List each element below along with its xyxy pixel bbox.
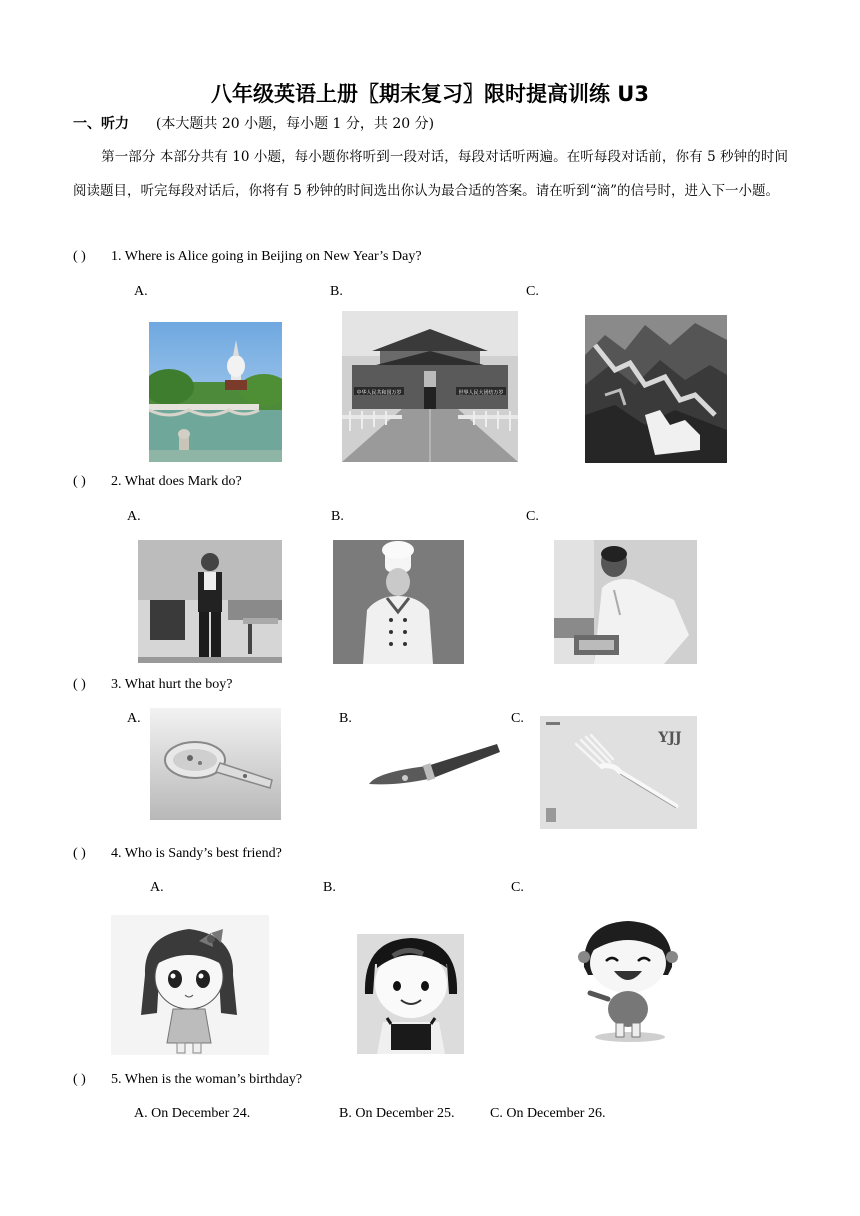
question-text: 2. What does Mark do? [111,474,242,489]
answer-blank[interactable]: ( ) [73,1072,86,1087]
cartoon-girl-bow-image [111,915,269,1055]
question-3 [73,677,232,693]
question-text: 5. When is the woman’s birthday? [111,1072,303,1087]
answer-blank[interactable]: ( ) [73,249,86,264]
tiananmen-image [342,311,518,462]
answer-blank[interactable]: ( ) [73,846,86,861]
answer-blank[interactable]: ( ) [73,677,86,692]
tiananmen-right-banner: 世界人民大团结万岁 [458,390,504,396]
option-a-label: A. [150,880,164,895]
option-c-label: C. [511,880,524,895]
section-label: 一、听力 [73,116,129,132]
question-text: 3. What hurt the boy? [111,677,233,692]
option-a-label: A. [127,509,141,524]
doctor-image [554,540,697,664]
fork-logo: YJJ [658,730,682,746]
question-1 [73,249,422,265]
cartoon-girl-laugh-image [570,917,685,1043]
option-b-label: B. [339,711,352,726]
option-c-label: C. On December 26. [490,1106,606,1121]
page-title: 八年级英语上册〖期末复习〗限时提高训练 U3 [211,82,649,106]
instructions [73,140,788,208]
beihai-park-image [149,322,282,462]
spoon-image [150,708,281,820]
option-b-label: B. [330,284,343,299]
question-text: 4. Who is Sandy’s best friend? [111,846,282,861]
section-heading [73,113,434,133]
answer-blank[interactable]: ( ) [73,474,86,489]
option-c-label: C. [511,711,524,726]
option-a-label: A. [127,711,141,726]
fork-image [540,716,697,829]
instructions-text: 第一部分 本部分共有 10 小题，每小题你将听到一段对话，每段对话听两遍。在听每段对话前，你有 5 秒钟的时间阅读题目，听完每段对话后，你将有 5 秒钟的时间选出你认为最合适的答案。请在听到“滴”的信号时，进入下一小题。 [73,149,788,199]
option-b-label: B. [323,880,336,895]
question-2 [73,474,242,490]
option-b-label: B. [331,509,344,524]
question-5 [73,1072,302,1088]
section-note: (本大题共 20 小题，每小题 1 分，共 20 分) [155,116,435,132]
tiananmen-left-banner: 中华人民共和国万岁 [356,390,402,396]
option-b-label: B. On December 25. [339,1106,455,1121]
chef-image [333,540,464,664]
cartoon-girl-smile-image [357,934,464,1054]
knife-image [367,736,501,788]
option-a-label: A. On December 24. [134,1106,251,1121]
question-4 [73,846,282,862]
option-a-label: A. [134,284,148,299]
option-c-label: C. [526,284,539,299]
great-wall-image [585,315,727,463]
waiter-image [138,540,282,663]
option-c-label: C. [526,509,539,524]
question-text: 1. Where is Alice going in Beijing on New Year’s Day? [111,249,422,264]
